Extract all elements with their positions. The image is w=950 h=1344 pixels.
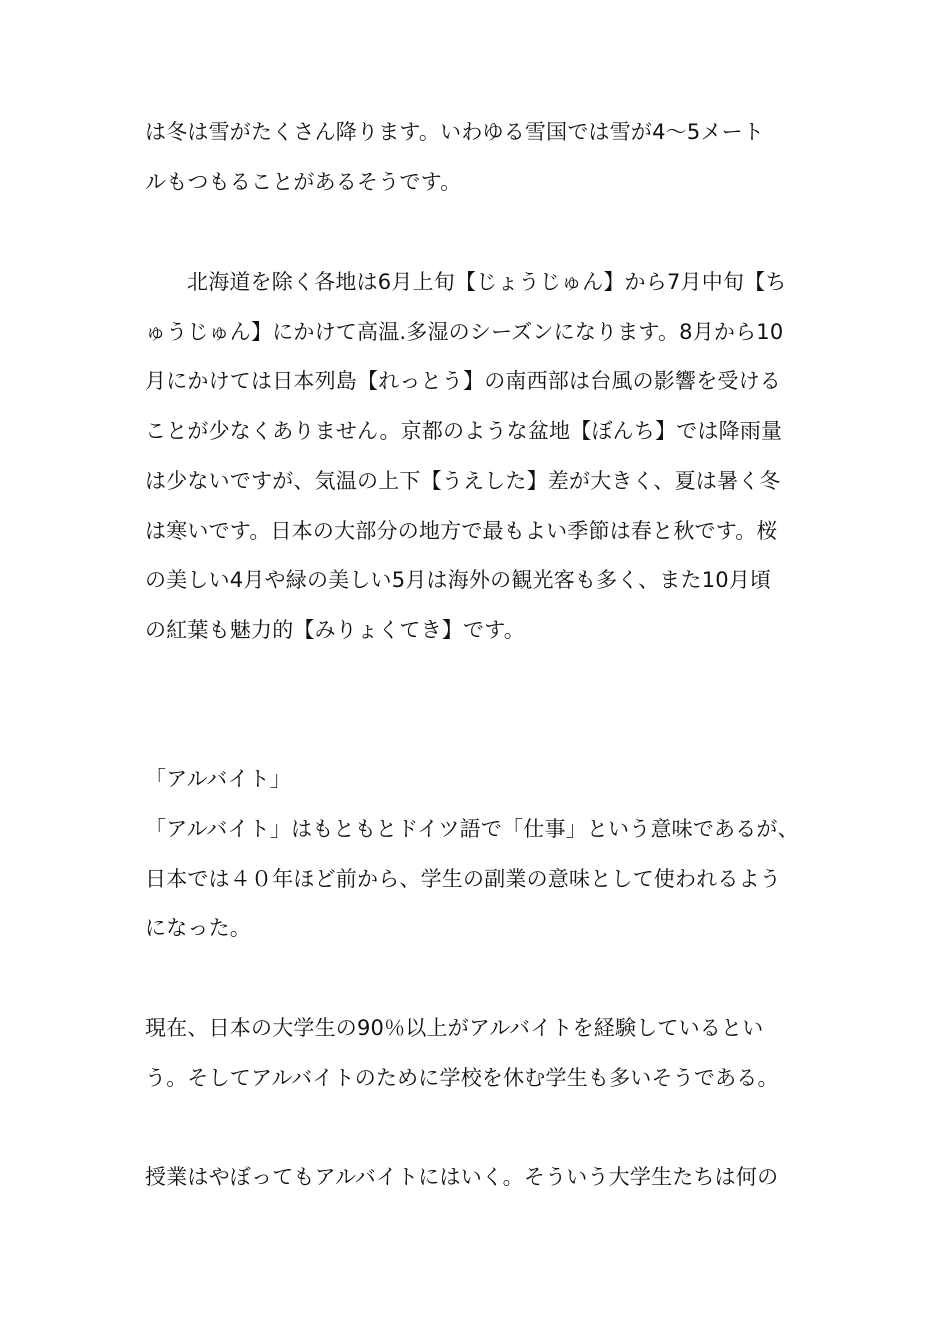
text-line: 月にかけては日本列島【れっとう】の南西部は台風の影響を受ける xyxy=(145,369,781,393)
text-line: は冬は雪がたくさん降ります。いわゆる雪国では雪が4～5メート xyxy=(145,120,765,144)
text-line: は少ないですが、気温の上下【うえした】差が大きく、夏は暑く冬 xyxy=(145,469,781,493)
text-line: ルもつもることがあるそうです。 xyxy=(145,170,462,194)
text-line: の紅葉も魅力的【みりょくてき】です。 xyxy=(145,618,525,642)
text-line: 日本では４０年ほど前から、学生の副業の意味として使われるよう xyxy=(145,867,781,891)
section-heading: 「アルバイト」 xyxy=(145,767,292,791)
text-line: の美しい4月や緑の美しい5月は海外の観光客も多く、また10月頃 xyxy=(145,568,772,592)
text-line: う。そしてアルバイトのために学校を休む学生も多いそうである。 xyxy=(145,1066,779,1090)
text-line: は寒いです。日本の大部分の地方で最もよい季節は春と秋です。桜 xyxy=(145,519,778,543)
text-line: 「アルバイト」はもともとドイツ語で「仕事」という意味であるが、 xyxy=(145,817,799,841)
text-line: 北海道を除く各地は6月上旬【じょうじゅん】から7月中旬【ち xyxy=(187,270,787,294)
text-line: になった。 xyxy=(145,916,251,940)
text-line: ゅうじゅん】にかけて高温.多湿のシーズンになります。8月から10 xyxy=(145,320,784,344)
text-line: ことが少なくありません。京都のような盆地【ぼんち】では降雨量 xyxy=(145,419,783,443)
text-line: 授業はやぼってもアルバイトにはいく。そういう大学生たちは何の xyxy=(145,1165,779,1189)
text-line: 現在、日本の大学生の90％以上がアルバイトを経験しているとい xyxy=(145,1016,764,1040)
